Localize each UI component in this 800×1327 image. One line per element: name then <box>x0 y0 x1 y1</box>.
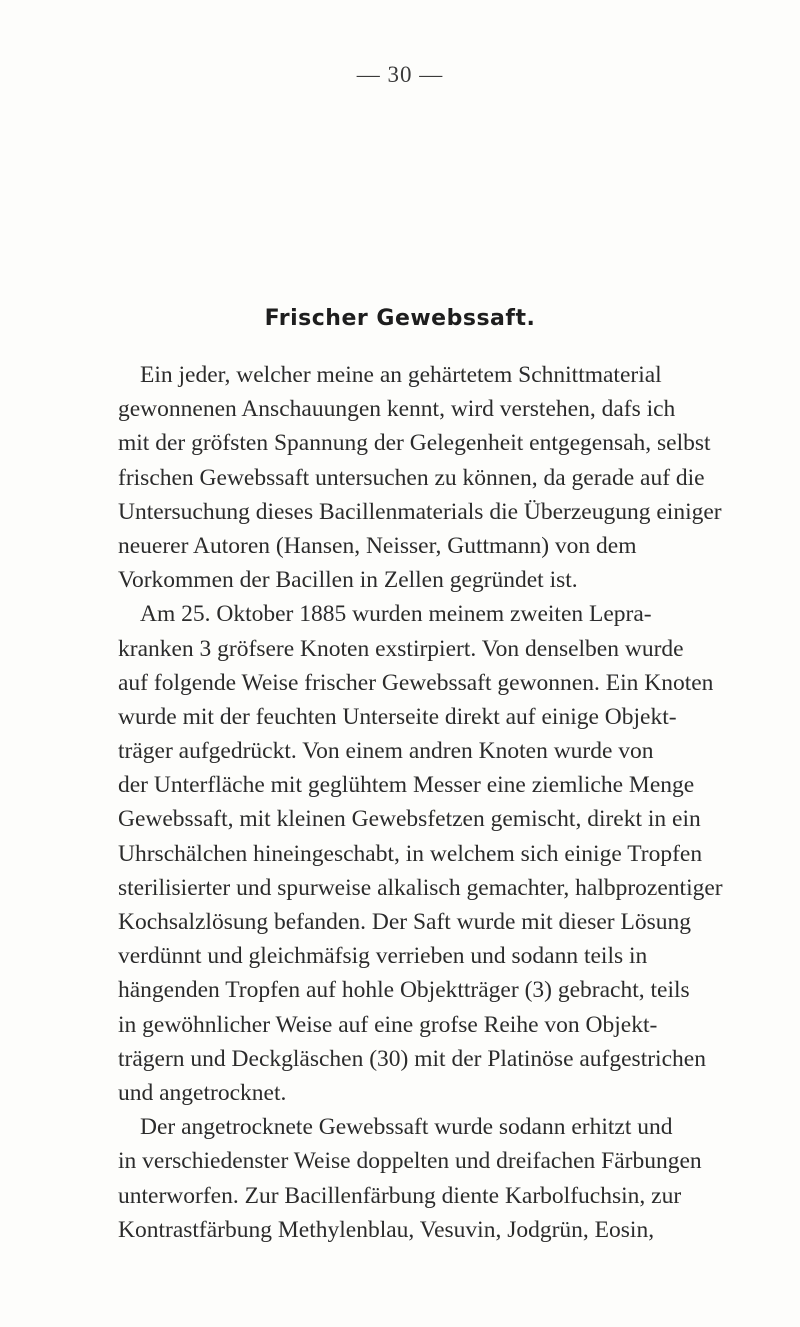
text-line: Uhrschälchen hineingeschabt, in welchem sich einige Tropfen <box>118 840 703 867</box>
text-line: Am 25. Oktober 1885 wurden meinem zweiten Lepra- <box>140 601 652 628</box>
text-line: sterilisierter und spurweise alkalisch gemachter, halbprozentiger <box>118 874 723 901</box>
text-line: frischen Gewebssaft untersuchen zu können, da gerade auf die <box>118 464 705 491</box>
text-line: auf folgende Weise frischer Gewebssaft gewonnen. Ein Knoten <box>118 669 714 696</box>
text-line: Der angetrocknete Gewebssaft wurde sodann erhitzt und <box>140 1114 673 1141</box>
text-line: mit der gröfsten Spannung der Gelegenheit entgegensah, selbst <box>118 430 711 457</box>
page-number: — 30 — <box>356 62 444 87</box>
text-line: wurde mit der feuchten Unterseite direkt auf einige Objekt- <box>118 703 677 730</box>
text-line: in verschiedenster Weise doppelten und dreifachen Färbungen <box>118 1148 702 1175</box>
text-line: in gewöhnlicher Weise auf eine grofse Reihe von Objekt- <box>118 1011 658 1038</box>
text-line: neuerer Autoren (Hansen, Neisser, Guttmann) von dem <box>118 532 637 559</box>
text-line: hängenden Tropfen auf hohle Objektträger (3) gebracht, teils <box>118 977 690 1004</box>
text-line: Untersuchung dieses Bacillenmaterials die Überzeugung einiger <box>118 498 722 525</box>
text-line: der Unterfläche mit geglühtem Messer eine ziemliche Menge <box>118 772 695 799</box>
text-line: Vorkommen der Bacillen in Zellen gegründet ist. <box>118 567 578 594</box>
text-line: Gewebssaft, mit kleinen Gewebsfetzen gemischt, direkt in ein <box>118 806 701 833</box>
text-line: kranken 3 gröfsere Knoten exstirpiert. Von denselben wurde <box>118 635 684 662</box>
text-line: unterworfen. Zur Bacillenfärbung diente Karbolfuchsin, zur <box>118 1182 682 1209</box>
text-line: und angetrocknet. <box>118 1079 287 1106</box>
text-line: Kontrastfärbung Methylenblau, Vesuvin, Jodgrün, Eosin, <box>118 1216 655 1243</box>
text-line: verdünnt und gleichmäfsig verrieben und sodann teils in <box>118 943 648 970</box>
text-line: träger aufgedrückt. Von einem andren Knoten wurde von <box>118 738 654 765</box>
text-line: Ein jeder, welcher meine an gehärtetem Schnittmaterial <box>140 362 662 388</box>
body-text <box>118 358 798 1247</box>
section-heading: Frischer Gewebssaft. <box>264 306 536 331</box>
text-line: Kochsalzlösung befanden. Der Saft wurde mit dieser Lösung <box>118 909 691 935</box>
text-line: gewonnenen Anschauungen kennt, wird verstehen, dafs ich <box>118 396 676 423</box>
text-line: trägern und Deckgläschen (30) mit der Platinöse aufgestrichen <box>118 1045 706 1072</box>
